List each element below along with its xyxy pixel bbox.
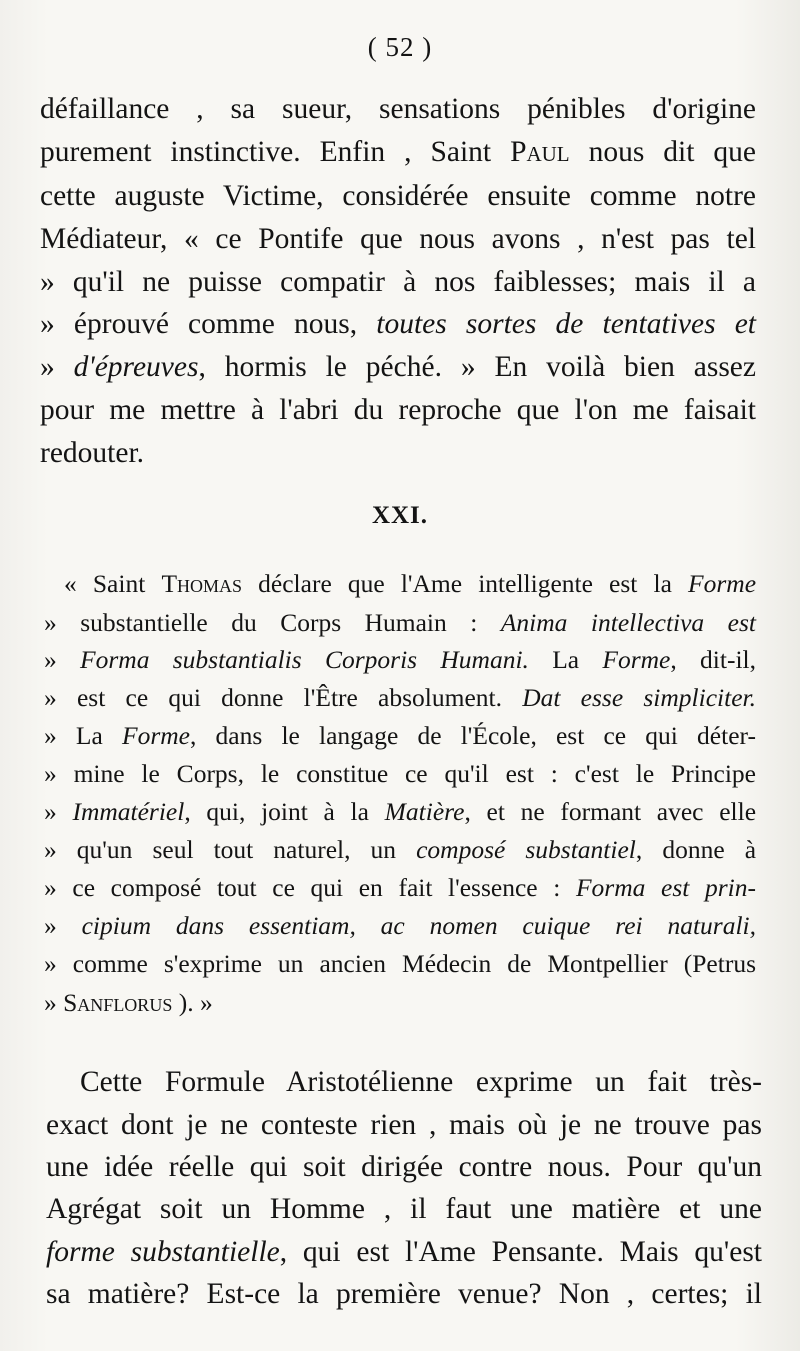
text-line: » éprouvé comme nous, toutes sortes de tentatives et	[40, 308, 756, 340]
text-line: » d'épreuves, hormis le péché. » En voilà bien assez	[40, 351, 756, 383]
text-line: » ce composé tout ce qui en fait l'essence : Forma est prin-	[44, 873, 756, 902]
text-line: Agrégat soit un Homme , il faut une matière et une	[46, 1193, 762, 1225]
text-line: » Sanflorus ). »	[44, 988, 213, 1017]
text-line: » comme s'exprime un ancien Médecin de Montpellier (Petrus	[44, 949, 756, 978]
text-line: » Forma substantialis Corporis Humani. La Forme, dit-il,	[44, 645, 756, 674]
text-line: Cette Formule Aristotélienne exprime un fait très-	[80, 1066, 762, 1098]
text-line: sa matière? Est-ce la première venue? Non , certes; il	[46, 1278, 762, 1310]
text-line: » qu'un seul tout naturel, un composé substantiel, donne à	[44, 835, 757, 864]
text-line: » mine le Corps, le constitue ce qu'il est : c'est le Principe	[44, 759, 756, 788]
text-line: « Saint Thomas déclare que l'Ame intelligente est la Forme	[64, 569, 757, 598]
text-line: une idée réelle qui soit dirigée contre nous. Pour qu'un	[46, 1151, 762, 1183]
text-line: défaillance , sa sueur, sensations pénibles d'origine	[40, 93, 756, 125]
text-line: Médiateur, « ce Pontife que nous avons , n'est pas tel	[40, 223, 756, 255]
text-line: exact dont je ne conteste rien , mais où je ne trouve pas	[46, 1109, 762, 1141]
text-line: » qu'il ne puisse compatir à nos faiblesses; mais il a	[40, 266, 756, 298]
page-number: ( 52 )	[367, 32, 433, 62]
text-line: » substantielle du Corps Humain : Anima intellectiva est	[44, 608, 756, 637]
section-heading: XXI.	[371, 502, 429, 529]
text-line: » Immatériel, qui, joint à la Matière, et ne formant avec elle	[44, 797, 757, 826]
text-line: » est ce qui donne l'Être absolument. Dat esse simpliciter.	[44, 683, 756, 712]
text-line: pour me mettre à l'abri du reproche que l'on me faisait	[40, 394, 756, 426]
text-line: » cipium dans essentiam, ac nomen cuique rei naturali,	[44, 911, 757, 940]
text-line: » La Forme, dans le langage de l'École, est ce qui déter-	[44, 721, 756, 750]
text-line: purement instinctive. Enfin , Saint Paul nous dit que	[40, 136, 757, 168]
text-line: forme substantielle, qui est l'Ame Pensante. Mais qu'est	[46, 1236, 762, 1268]
text-line: redouter.	[40, 437, 145, 469]
text-line: cette auguste Victime, considérée ensuite comme notre	[40, 180, 756, 212]
